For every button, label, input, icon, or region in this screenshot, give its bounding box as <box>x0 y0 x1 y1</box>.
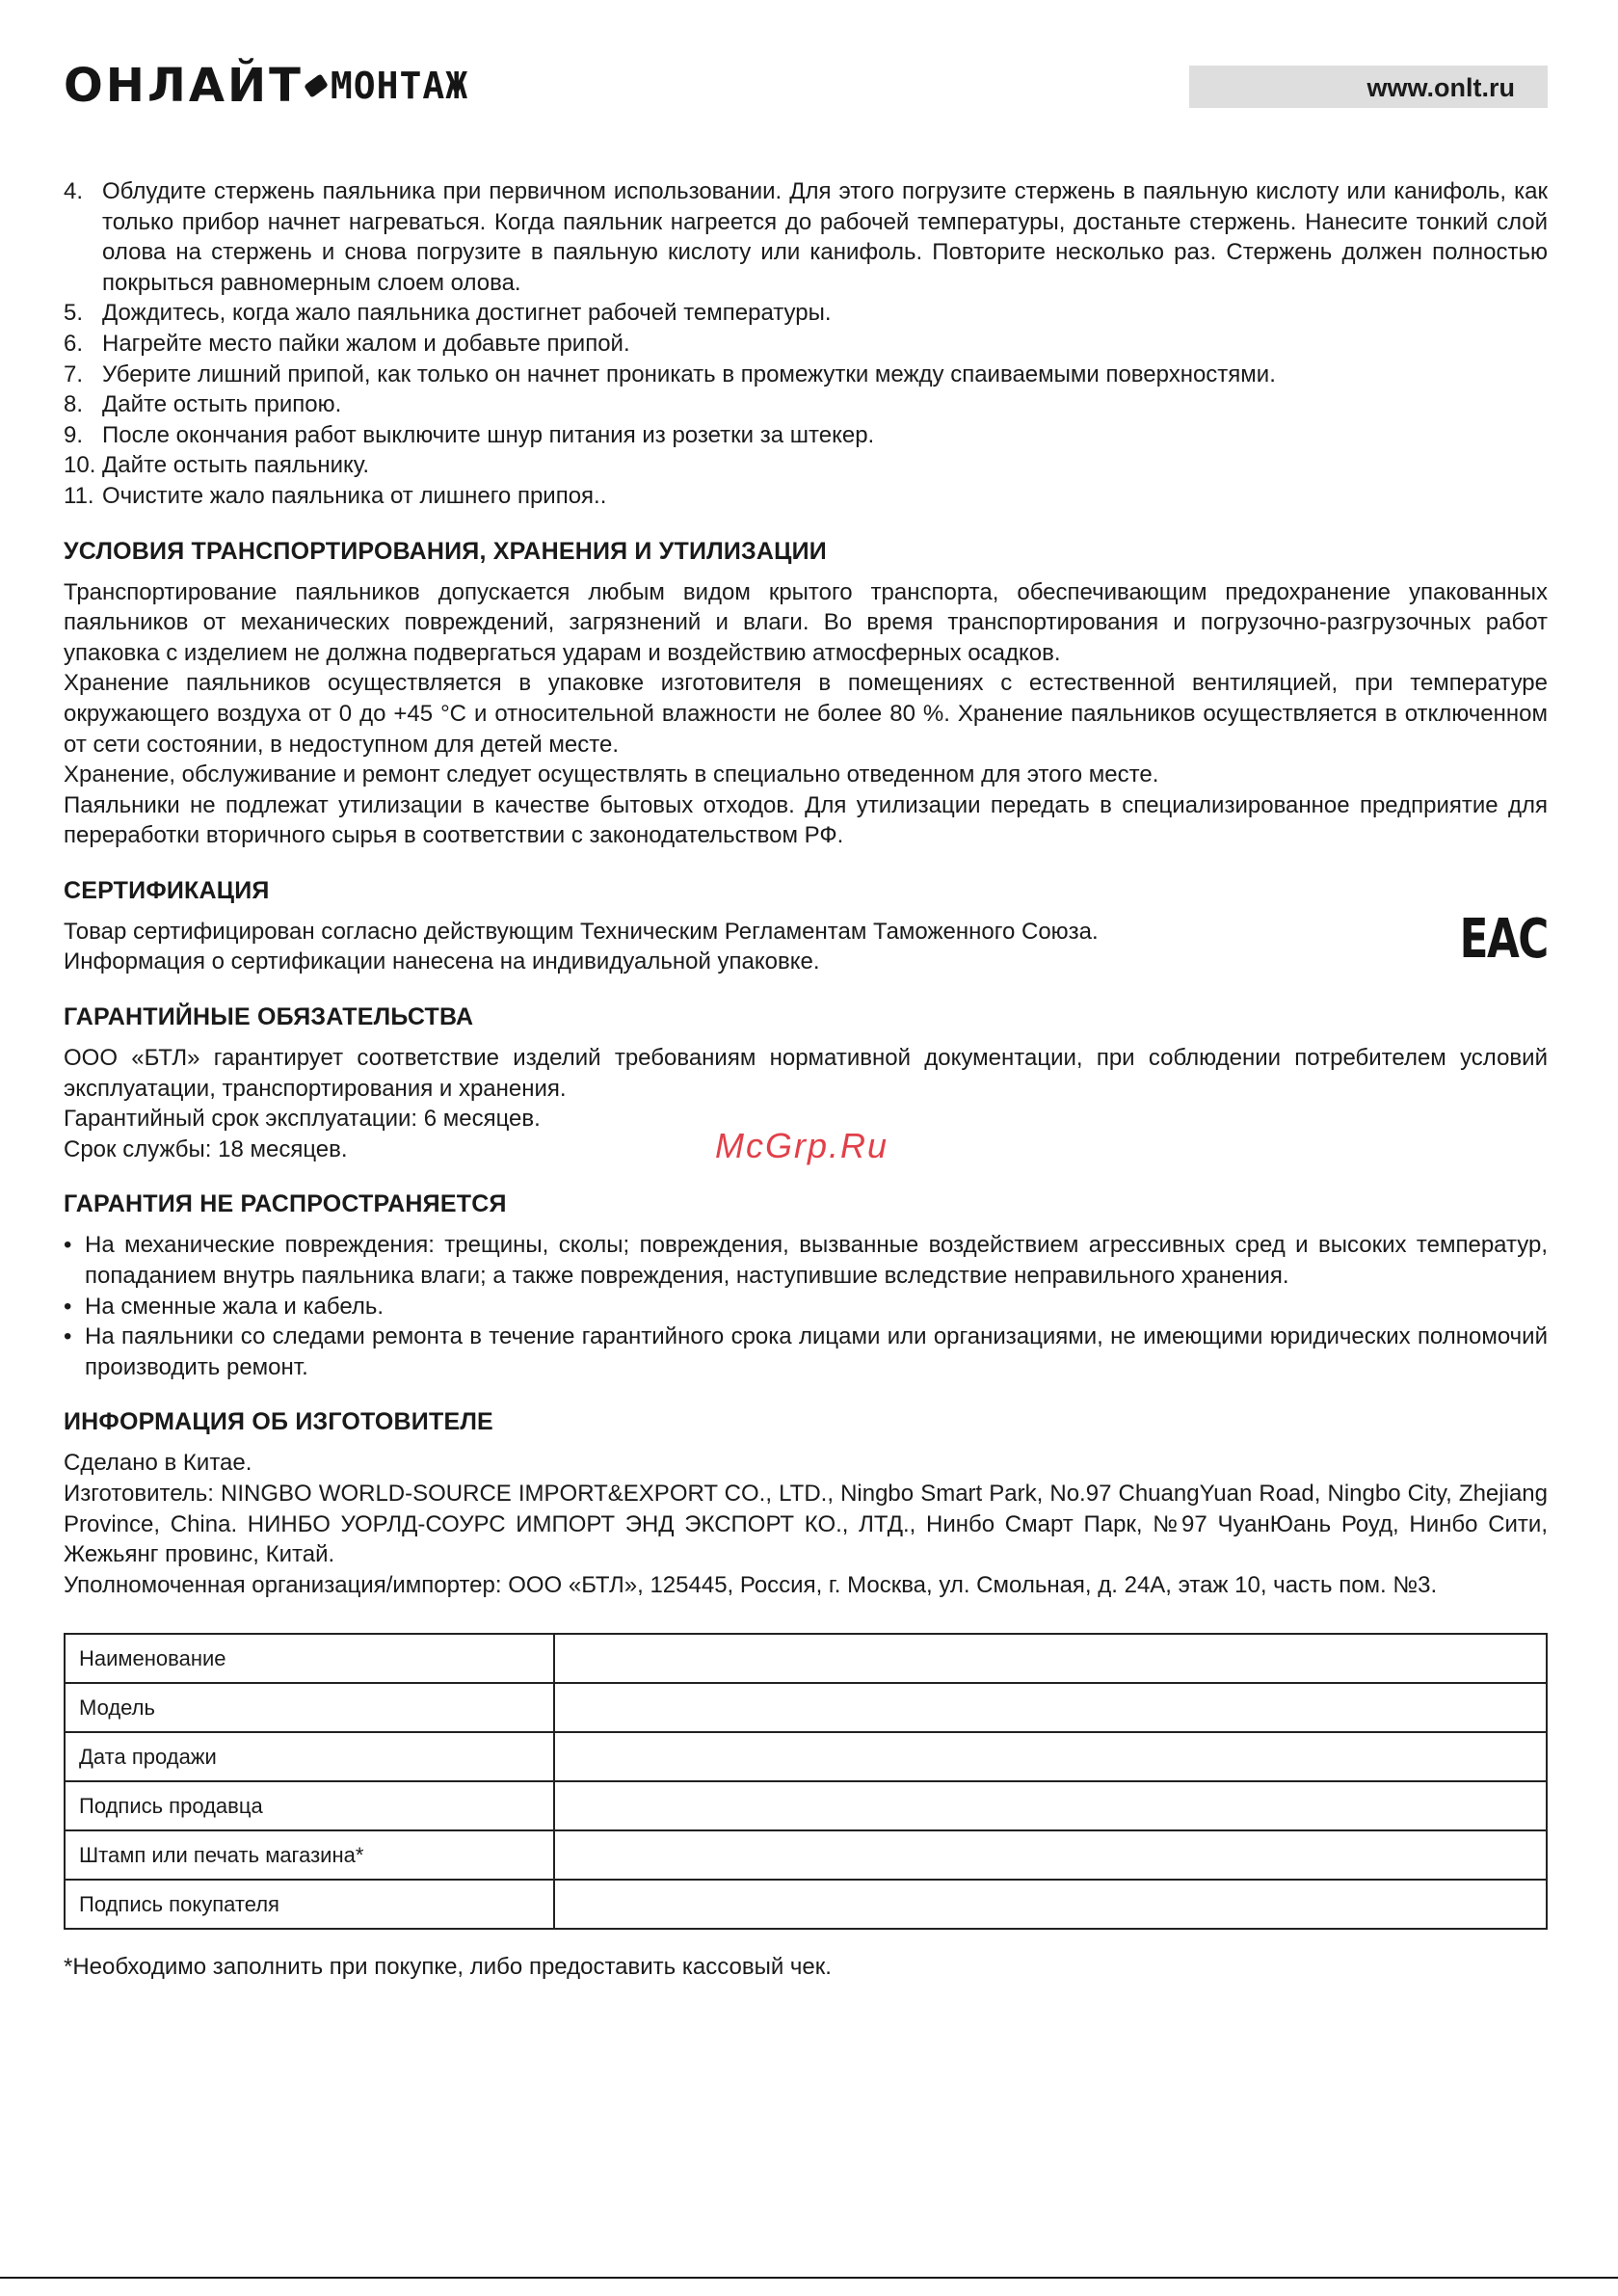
field-label: Модель <box>65 1683 554 1732</box>
step-number: 10. <box>64 452 96 479</box>
list-item <box>64 1230 1548 1291</box>
list-item <box>64 420 1548 451</box>
document-body <box>64 176 1548 1600</box>
step-number: 8. <box>64 391 84 418</box>
field-label: Подпись продавца <box>65 1781 554 1830</box>
importer-text: Уполномоченная организация/импортер: ООО «БТЛ», 125445, Россия, г. Москва, ул. Смольная, д. 24А, этаж 10, часть пом. №3. <box>64 1571 1438 1598</box>
manufacturer-heading: ИНФОРМАЦИЯ ОБ ИЗГОТОВИТЕЛЕ <box>64 1408 493 1436</box>
step-number: 6. <box>64 330 84 357</box>
step-text: Уберите лишний припой, как только он начнет проникать в промежутки между спаиваемыми поверхностями. <box>102 360 1276 387</box>
step-text: Облудите стержень паяльника при первичном использовании. Для этого погрузите стержень в паяльную кислоту или канифоль, как только прибор начнет нагреваться. Когда паяльник нагреется до рабочей температуры, достаньте стержень. Нанесите тонкий слой олова на стержень и снова погрузите в паяльную кислоту или канифоль. Повторите несколько раз. Стержень должен полностью покрыться равномерным слоем олова. <box>102 178 1548 296</box>
field-label: Дата продажи <box>65 1732 554 1781</box>
step-text: Очистите жало паяльника от лишнего припоя.. <box>102 482 607 509</box>
table-row <box>65 1732 1547 1781</box>
list-item <box>64 176 1548 298</box>
list-item <box>64 450 1548 481</box>
logo-diamond-icon <box>304 73 328 97</box>
certification-heading: СЕРТИФИКАЦИЯ <box>64 876 270 904</box>
eac-mark-icon: EAC <box>1459 907 1548 971</box>
step-text: Нагрейте место пайки жалом и добавьте припой. <box>102 330 630 357</box>
website-url[interactable]: www.onlt.ru <box>1366 73 1515 102</box>
url-banner <box>1189 66 1548 108</box>
field-value[interactable] <box>554 1683 1547 1732</box>
transport-heading: УСЛОВИЯ ТРАНСПОРТИРОВАНИЯ, ХРАНЕНИЯ И УТИЛИЗАЦИИ <box>64 537 827 565</box>
exclusions-heading: ГАРАНТИЯ НЕ РАСПРОСТРАНЯЕТСЯ <box>64 1190 507 1218</box>
transport-paragraph: Транспортирование паяльников допускается любым видом крытого транспорта, обеспечивающим предохранение упакованных паяльников от механических повреждений, загрязнений и влаги. Во время транспортирования и погрузочно-разгрузочных работ упаковка с изделием не должна подвергаться ударам и воздействию атмосферных осадков. <box>64 578 1548 666</box>
list-item <box>64 481 1548 512</box>
bottom-divider <box>0 2277 1618 2279</box>
field-value[interactable] <box>554 1634 1547 1683</box>
step-number: 4. <box>64 178 84 204</box>
brand-logo <box>64 59 469 113</box>
disposal-paragraph: Паяльники не подлежат утилизации в качестве бытовых отходов. Для утилизации передать в специализированное предприятие для переработки вторичного сырья в соответствии с законодательством РФ. <box>64 791 1548 849</box>
certification-block <box>64 907 1548 977</box>
list-item <box>64 298 1548 329</box>
step-number: 11. <box>64 482 94 509</box>
step-text: После окончания работ выключите шнур питания из розетки за штекер. <box>102 421 875 448</box>
exclusions-list <box>64 1230 1548 1382</box>
service-life: Срок службы: 18 месяцев. <box>64 1135 348 1162</box>
service-paragraph: Хранение, обслуживание и ремонт следует осуществлять в специально отведенном для этого месте. <box>64 761 1159 788</box>
logo-sub-text: МОНТАЖ <box>330 65 469 107</box>
bullet-icon: • <box>64 1323 72 1350</box>
field-value[interactable] <box>554 1781 1547 1830</box>
field-value[interactable] <box>554 1830 1547 1880</box>
exclusion-text: На паяльники со следами ремонта в течение гарантийного срока лицами или организациями, не имеющими юридических полномочий производить ремонт. <box>85 1323 1548 1380</box>
list-item <box>64 360 1548 390</box>
exclusion-text: На сменные жала и кабель. <box>85 1293 385 1320</box>
warranty-card-table <box>64 1633 1548 1930</box>
instruction-steps <box>64 176 1548 512</box>
step-number: 5. <box>64 300 84 327</box>
step-text: Дайте остыть паяльнику. <box>102 452 370 479</box>
warranty-heading: ГАРАНТИЙНЫЕ ОБЯЗАТЕЛЬСТВА <box>64 1003 474 1031</box>
step-number: 9. <box>64 421 84 448</box>
exclusion-text: На механические повреждения: трещины, сколы; повреждения, вызванные воздействием агрессивных сред и высоких температур, попаданием внутрь паяльника влаги; а также повреждения, наступившие вследствие неправильного хранения. <box>85 1232 1548 1290</box>
field-label: Наименование <box>65 1634 554 1683</box>
table-row <box>65 1880 1547 1929</box>
bullet-icon: • <box>64 1293 72 1320</box>
manufacturer-text: Изготовитель: NINGBO WORLD-SOURCE IMPORT&EXPORT CO., LTD., Ningbo Smart Park, No.97 ChuangYuan Road, Ningbo City, Zhejiang Province, China. НИНБО УОРЛД-СОУРС ИМПОРТ ЭНД ЭКСПОРТ КО., ЛТД., Нинбо Смарт Парк, №97 ЧуанЮань Роуд, Нинбо Сити, Жежьянг провинс, Китай. <box>64 1481 1548 1568</box>
table-row <box>65 1683 1547 1732</box>
list-item <box>64 1322 1548 1382</box>
field-value[interactable] <box>554 1880 1547 1929</box>
page-header <box>64 58 1548 116</box>
warranty-period: Гарантийный срок эксплуатации: 6 месяцев. <box>64 1106 541 1133</box>
logo-main-text: ОНЛАЙТ <box>64 59 304 113</box>
watermark: McGrp.Ru <box>715 1126 889 1165</box>
warranty-text: ООО «БТЛ» гарантирует соответствие изделий требованиям нормативной документации, при соблюдении потребителем условий эксплуатации, транспортирования и хранения. <box>64 1045 1548 1102</box>
origin-text: Сделано в Китае. <box>64 1450 252 1477</box>
bullet-icon: • <box>64 1232 72 1259</box>
list-item <box>64 389 1548 420</box>
field-value[interactable] <box>554 1732 1547 1781</box>
table-row <box>65 1781 1547 1830</box>
field-label: Штамп или печать магазина* <box>65 1830 554 1880</box>
step-text: Дайте остыть припою. <box>102 391 342 418</box>
certification-info: Информация о сертификации нанесена на индивидуальной упаковке. <box>64 948 820 975</box>
list-item <box>64 1292 1548 1322</box>
step-text: Дождитесь, когда жало паяльника достигнет рабочей температуры. <box>102 300 832 327</box>
storage-paragraph: Хранение паяльников осуществляется в упаковке изготовителя в помещениях с естественной вентиляцией, при температуре окружающего воздуха от 0 до +45 °C и относительной влажности не более 80 %. Хранение паяльников осуществляется в отключенном от сети состоянии, в недоступном для детей месте. <box>64 670 1548 758</box>
table-row <box>65 1830 1547 1880</box>
step-number: 7. <box>64 360 84 387</box>
footnote: *Необходимо заполнить при покупке, либо предоставить кассовый чек. <box>64 1954 832 1980</box>
list-item <box>64 329 1548 360</box>
certification-text: Товар сертифицирован согласно действующим Техническим Регламентам Таможенного Союза. <box>64 918 1099 945</box>
table-row <box>65 1634 1547 1683</box>
field-label: Подпись покупателя <box>65 1880 554 1929</box>
